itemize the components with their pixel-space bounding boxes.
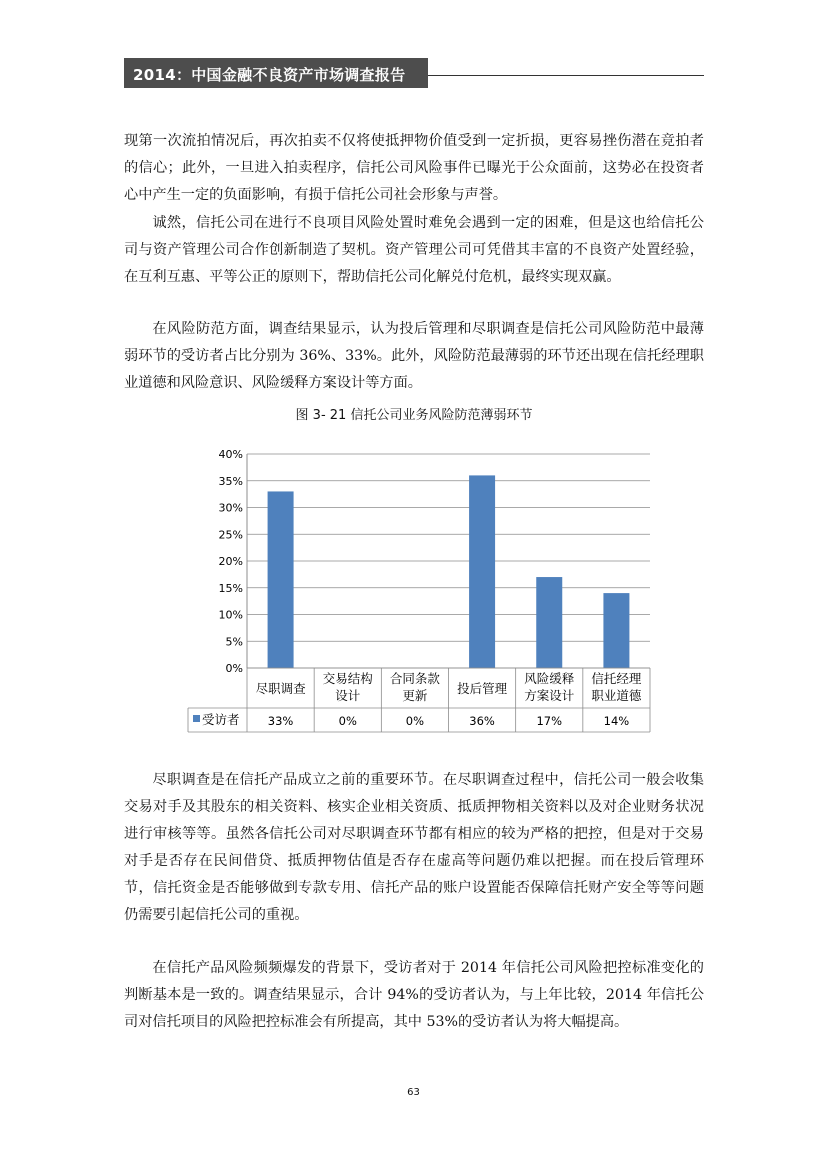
- x-category-label: 投后管理: [457, 681, 508, 696]
- bar-chart: [180, 440, 652, 740]
- data-label: 17%: [536, 714, 563, 728]
- bar: [603, 593, 629, 668]
- page-number: 63: [407, 1087, 420, 1098]
- data-label: 33%: [267, 714, 294, 728]
- data-label: 0%: [338, 714, 357, 728]
- bar: [469, 475, 495, 668]
- y-tick-label: 10%: [218, 608, 243, 622]
- paragraph-2: [124, 210, 704, 291]
- paragraph-text: 在信托产品风险频频爆发的背景下，受访者对于 2014 年信托公司风险把控标准变化的判断基本是一致的。调查结果显示，合计 94%的受访者认为，与上年比较，2014 年信托公司对信托项目的风险把控标准会有所提高，其中 53%的受访者认为将大幅提高。: [124, 960, 704, 1030]
- paragraph-text: 尽职调查是在信托产品成立之前的重要环节。在尽职调查过程中，信托公司一般会收集交易对手及其股东的相关资料、核实企业相关资质、抵质押物相关资料以及对企业财务状况进行审核等等。虽然各信托公司对尽职调查环节都有相应的较为严格的把控，但是对于交易对手是否存在民间借贷、抵质押物估值是否存在虚高等问题仍难以把握。而在投后管理环节，信托资金是否能够做到专款专用、信托产品的账户设置能否保障信托财产安全等等问题仍需要引起信托公司的重视。: [124, 772, 704, 923]
- data-label: 0%: [405, 714, 425, 728]
- data-label: 14%: [603, 714, 630, 728]
- y-tick-label: 20%: [218, 555, 243, 568]
- y-tick-label: 0%: [225, 662, 243, 675]
- paragraph-text: 现第一次流拍情况后，再次拍卖不仅将使抵押物价值受到一定折损，更容易挫伤潜在竞拍者的信心；此外，一旦进入拍卖程序，信托公司风险事件已曝光于公众面前，这势必在投资者心中产生一定的负面影响，有损于信托公司社会形象与声誉。: [124, 133, 704, 203]
- bar: [268, 491, 294, 668]
- report-header-title: 2014：中国金融不良资产市场调查报告: [133, 66, 406, 84]
- y-tick-label: 30%: [218, 501, 243, 515]
- y-tick-label: 5%: [225, 635, 243, 649]
- y-tick-label: 35%: [218, 474, 243, 488]
- paragraph-5: [124, 955, 704, 1036]
- legend-label: 受访者: [202, 712, 240, 727]
- chart-svg: [180, 440, 652, 740]
- x-category-label: 方案设计: [524, 688, 575, 703]
- bar: [536, 577, 562, 668]
- x-category-label: 职业道德: [591, 688, 642, 703]
- header-rule: [428, 75, 704, 76]
- x-category-label: 尽职调查: [255, 681, 306, 696]
- y-tick-label: 15%: [218, 581, 243, 595]
- y-tick-label: 40%: [218, 448, 243, 461]
- x-category-label: 信托经理: [591, 671, 642, 686]
- x-category-label: 更新: [402, 688, 428, 703]
- paragraph-1: [124, 128, 704, 209]
- y-tick-label: 25%: [218, 528, 243, 542]
- legend-swatch: [193, 715, 200, 722]
- data-label: 36%: [469, 714, 495, 728]
- paragraph-3: [124, 316, 704, 397]
- paragraph-text: 诚然，信托公司在进行不良项目风险处置时难免会遇到一定的困难，但是这也给信托公司与资产管理公司合作创新制造了契机。资产管理公司可凭借其丰富的不良资产处置经验，在互利互惠、平等公正的原则下，帮助信托公司化解兑付危机，最终实现双赢。: [124, 215, 704, 285]
- x-category-label: 设计: [335, 688, 361, 703]
- x-category-label: 交易结构: [322, 671, 373, 686]
- figure-title: 图 3- 21 信托公司业务风险防范薄弱环节: [295, 408, 533, 423]
- x-category-label: 风险缓释: [524, 671, 575, 686]
- paragraph-text: 在风险防范方面，调查结果显示，认为投后管理和尽职调查是信托公司风险防范中最薄弱环节的受访者占比分别为 36%、33%。此外，风险防范最薄弱的环节还出现在信托经理职业道德和风险意识、风险缓释方案设计等方面。: [124, 321, 704, 391]
- paragraph-4: [124, 767, 704, 929]
- x-category-label: 合同条款: [389, 671, 440, 686]
